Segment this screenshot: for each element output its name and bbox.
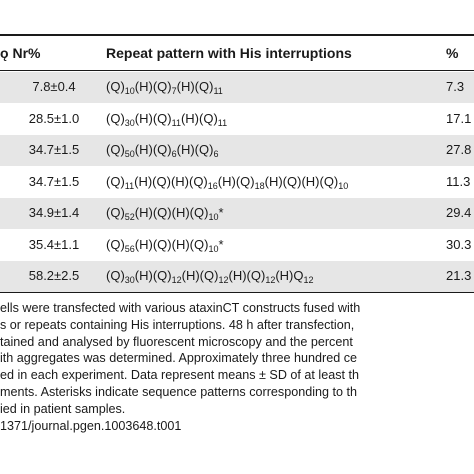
table-row [0,72,474,103]
footnote-line: s or repeats containing His interruptions. 48 h after transfection, [0,317,355,332]
header-pct: % [446,45,459,61]
cell-pct: 30.3 [446,236,472,252]
table-row [0,104,474,135]
table-row [0,167,474,198]
header-pattern: Repeat pattern with His interruptions [106,45,352,61]
header-nr-cutoff-glyph: ǫ [0,45,9,61]
footnote-line: ments. Asterisks indicate sequence patterns corresponding to th [0,384,358,399]
cell-pct: 27.8 [446,142,472,157]
footnote-line: ith aggregates was determined. Approximately three hundred ce [0,351,358,366]
cell-nr: 35.4±1.1 [28,236,80,252]
cell-nr: 34.9±1.4 [28,205,80,220]
footnote-doi: 1371/journal.pgen.1003648.t001 [0,418,182,433]
bottom-rule [0,292,474,293]
header-rule [0,70,474,71]
cell-pattern: $(Q)_{56}(H)(Q)(H)(Q)_{10}*$ [106,236,224,254]
cell-pct: 17.1 [446,110,472,126]
cell-nr: 7.8±0.4 [32,79,76,94]
cell-pattern: $(Q)_{30}(H)(Q)_{12}(H)(Q)_{12}(H)(Q)_{12}(H)Q_{12}$ [106,268,314,285]
table-row [0,135,474,166]
cell-pct: 29.4 [446,205,472,220]
footnote-line: ied in patient samples. [0,401,126,416]
cell-pct: 11.3 [446,173,471,189]
table-row [0,230,474,261]
table-footnote [0,300,474,434]
cell-pct: 7.3 [446,79,465,94]
header-row [0,36,474,70]
cell-nr: 34.7±1.5 [28,142,80,157]
cell-pattern: $(Q)_{30}(H)(Q)_{11}(H)(Q)_{11}$ [106,110,228,128]
cell-nr: 58.2±2.5 [28,268,80,283]
footnote-line: ed in each experiment. Data represent means ± SD of at least th [0,368,360,383]
cell-nr: 34.7±1.5 [28,173,80,189]
cell-pattern: $(Q)_{10}(H)(Q)_7(H)(Q)_{11}$ [106,79,223,96]
table-row [0,261,474,292]
cell-pct: 21.3 [446,268,472,283]
header-nr-label: Nr% [12,45,41,61]
cell-nr: 28.5±1.0 [28,110,80,126]
footnote-line: ells were transfected with various ataxinCT constructs fused with [0,301,361,315]
header-nr [0,36,92,70]
cell-pattern: $(Q)_{50}(H)(Q)_6(H)(Q)_6$ [106,142,219,159]
table-row [0,198,474,229]
footnote-line: tained and analysed by fluorescent microscopy and the percent [0,334,353,349]
cell-pattern: $(Q)_{52}(H)(Q)(H)(Q)_{10}*$ [106,205,224,222]
cell-pattern: $(Q)_{11}(H)(Q)(H)(Q)_{16}(H)(Q)_{18}(H)(Q)(H)(Q)_{10}$ [106,173,349,191]
